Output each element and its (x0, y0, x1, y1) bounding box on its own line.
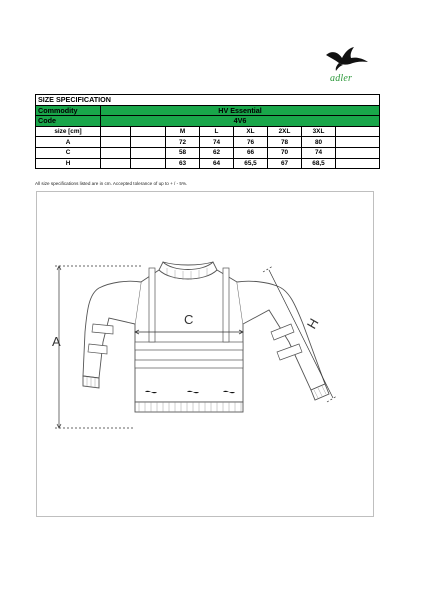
table-row (36, 158, 380, 169)
table-cell: 58 (166, 147, 200, 158)
table-cell: 63 (166, 158, 200, 169)
code-value: 4V6 (101, 116, 380, 127)
table-cell: 72 (166, 137, 200, 148)
table-cell: 74 (302, 147, 336, 158)
column-header (336, 126, 380, 137)
column-header (131, 126, 166, 137)
code-label: Code (36, 116, 101, 127)
brand-name: adler (330, 73, 353, 84)
dimension-h-label: H (303, 315, 322, 332)
table-header-row (36, 126, 380, 137)
commodity-value: HV Essential (101, 105, 380, 116)
table-title: SIZE SPECIFICATION (36, 95, 380, 106)
column-header: XL (234, 126, 268, 137)
table-cell: 67 (268, 158, 302, 169)
collar (159, 262, 217, 279)
table-cell: 68,5 (302, 158, 336, 169)
garment-diagram-frame (36, 191, 374, 517)
table-cell: 66 (234, 147, 268, 158)
row-label: C (36, 147, 101, 158)
column-header (101, 126, 131, 137)
column-header: size [cm] (36, 126, 101, 137)
row-label: A (36, 137, 101, 148)
column-header: 2XL (268, 126, 302, 137)
table-cell: 62 (200, 147, 234, 158)
table-cell: 80 (302, 137, 336, 148)
sweatshirt-diagram (37, 192, 375, 518)
column-header: 3XL (302, 126, 336, 137)
table-row (36, 137, 380, 148)
row-label: H (36, 158, 101, 169)
column-header: L (200, 126, 234, 137)
commodity-label: Commodity (36, 105, 101, 116)
table-cell: 65,5 (234, 158, 268, 169)
table-row (36, 147, 380, 158)
tolerance-note: All size specifications listed are in cm. Accepted tolerance of up to + / - 5%. (35, 181, 188, 186)
table-cell: 64 (200, 158, 234, 169)
dimension-a-label: A (52, 334, 61, 349)
table-cell: 78 (268, 137, 302, 148)
column-header: M (166, 126, 200, 137)
bird-logo-icon (324, 46, 370, 72)
table-cell: 74 (200, 137, 234, 148)
size-specification-table (35, 94, 380, 169)
brand-logo (316, 46, 378, 84)
table-cell: 76 (234, 137, 268, 148)
table-cell: 70 (268, 147, 302, 158)
dimension-c-label: C (184, 312, 194, 327)
